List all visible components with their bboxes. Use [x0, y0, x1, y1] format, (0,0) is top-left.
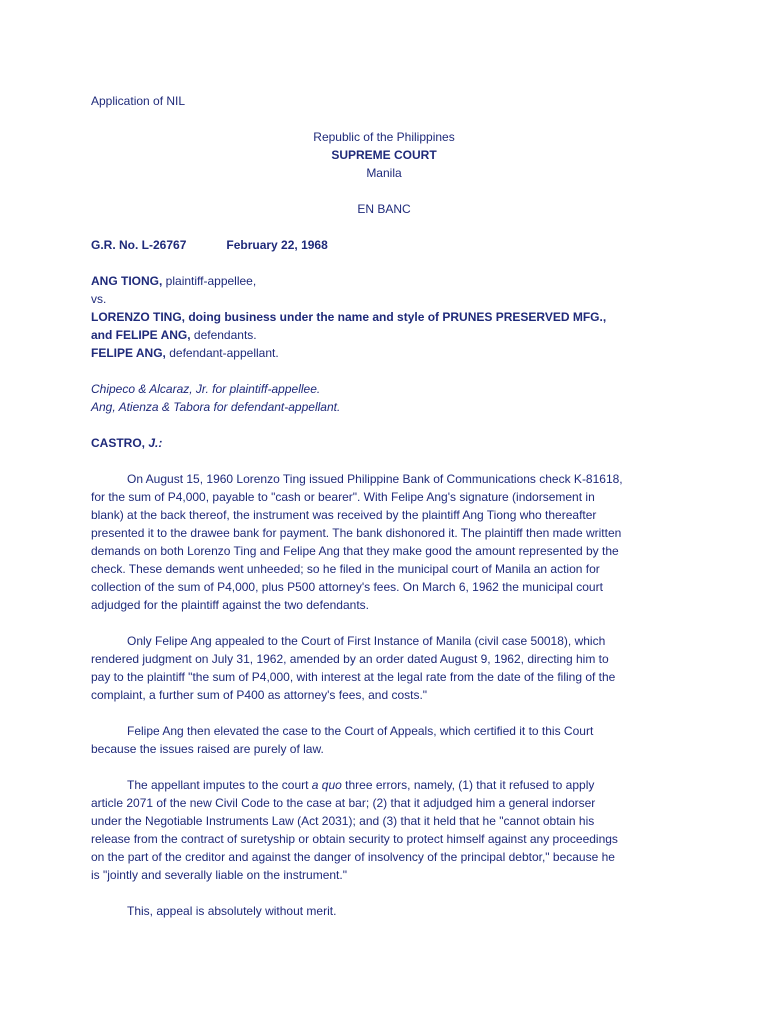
- paragraph-line: check. These demands went unheeded; so he filed in the municipal court of Manila an action for: [91, 562, 600, 576]
- defendant-name: and FELIPE ANG,: [91, 328, 191, 342]
- paragraph-line: release from the contract of suretyship or obtain security to protect himself against any proceedings: [91, 832, 618, 846]
- paragraph-line: adjudged for the plaintiff against the two defendants.: [91, 598, 369, 612]
- party-plaintiff: [91, 272, 691, 290]
- party-defendants-line2: [91, 326, 691, 344]
- ponente-name: CASTRO,: [91, 436, 149, 450]
- appellant-role: defendant-appellant.: [165, 346, 279, 360]
- paragraph-line: [91, 776, 681, 794]
- paragraph-line: demands on both Lorenzo Ting and Felipe Ang that they make good the amount represented by the: [91, 544, 619, 558]
- division-heading: EN BANC: [357, 202, 411, 216]
- paragraph-line: is "jointly and severally liable on the instrument.": [91, 868, 347, 882]
- appellant-name: FELIPE ANG,: [91, 346, 166, 360]
- counsel-defendant: Ang, Atienza & Tabora for defendant-appellant.: [91, 400, 341, 414]
- paragraph-4: [91, 776, 681, 884]
- counsel-plaintiff: Chipeco & Alcaraz, Jr. for plaintiff-appellee.: [91, 382, 321, 396]
- paragraph-line: rendered judgment on July 31, 1962, amended by an order dated August 9, 1962, directing him to: [91, 652, 609, 666]
- paragraph-2: [91, 632, 681, 704]
- gr-number: G.R. No. L-26767: [91, 238, 187, 252]
- paragraph-line: Only Felipe Ang appealed to the Court of First Instance of Manila (civil case 50018), which: [127, 634, 606, 648]
- paragraph-line: This, appeal is absolutely without merit.: [127, 904, 337, 918]
- versus-text: vs.: [91, 292, 107, 306]
- plaintiff-name: ANG TIONG,: [91, 274, 163, 288]
- paragraph-line: article 2071 of the new Civil Code to the case at bar; (2) that it adjudged him a general indorser: [91, 796, 596, 810]
- paragraph-line: Felipe Ang then elevated the case to the Court of Appeals, which certified it to this Court: [127, 724, 594, 738]
- paragraph-line: for the sum of P4,000, payable to "cash or bearer". With Felipe Ang's signature (indorsement in: [91, 490, 595, 504]
- defendants-role: defendants.: [190, 328, 257, 342]
- city-heading: Manila: [366, 166, 402, 180]
- party-appellant: [91, 344, 691, 362]
- decision-date: February 22, 1968: [226, 238, 328, 252]
- latin-term: a quo: [311, 778, 342, 792]
- paragraph-line: presented it to the drawee bank for payment. The bank dishonored it. The plaintiff then made written: [91, 526, 622, 540]
- republic-heading: Republic of the Philippines: [313, 130, 455, 144]
- paragraph-text: The appellant imputes to the court: [127, 778, 312, 792]
- paragraph-1: [91, 470, 681, 614]
- ponente: [91, 434, 691, 452]
- paragraph-line: pay to the plaintiff "the sum of P4,000, with interest at the legal rate from the date of the filing of the: [91, 670, 616, 684]
- paragraph-line: under the Negotiable Instruments Law (Act 2031); and (3) that it held that he "cannot obtain his: [91, 814, 595, 828]
- paragraph-5: [91, 902, 681, 920]
- ponente-title: J.:: [148, 436, 163, 450]
- paragraph-text: three errors, namely, (1) that it refused to apply: [341, 778, 595, 792]
- case-number-line: [91, 236, 691, 254]
- paragraph-3: [91, 722, 681, 758]
- court-heading: SUPREME COURT: [331, 148, 437, 162]
- paragraph-line: complaint, a further sum of P400 as attorney's fees, and costs.": [91, 688, 428, 702]
- paragraph-line: collection of the sum of P4,000, plus P500 attorney's fees. On March 6, 1962 the municipal court: [91, 580, 603, 594]
- paragraph-line: On August 15, 1960 Lorenzo Ting issued Philippine Bank of Communications check K-81618,: [127, 472, 623, 486]
- party-defendants-line1: LORENZO TING, doing business under the name and style of PRUNES PRESERVED MFG.,: [91, 310, 607, 324]
- paragraph-line: because the issues raised are purely of law.: [91, 742, 324, 756]
- document-topic: Application of NIL: [91, 94, 186, 108]
- paragraph-line: blank) at the back thereof, the instrument was received by the plaintiff Ang Tiong who thereafter: [91, 508, 597, 522]
- paragraph-line: on the part of the creditor and against the danger of insolvency of the principal debtor," because he: [91, 850, 615, 864]
- plaintiff-role: plaintiff-appellee,: [162, 274, 257, 288]
